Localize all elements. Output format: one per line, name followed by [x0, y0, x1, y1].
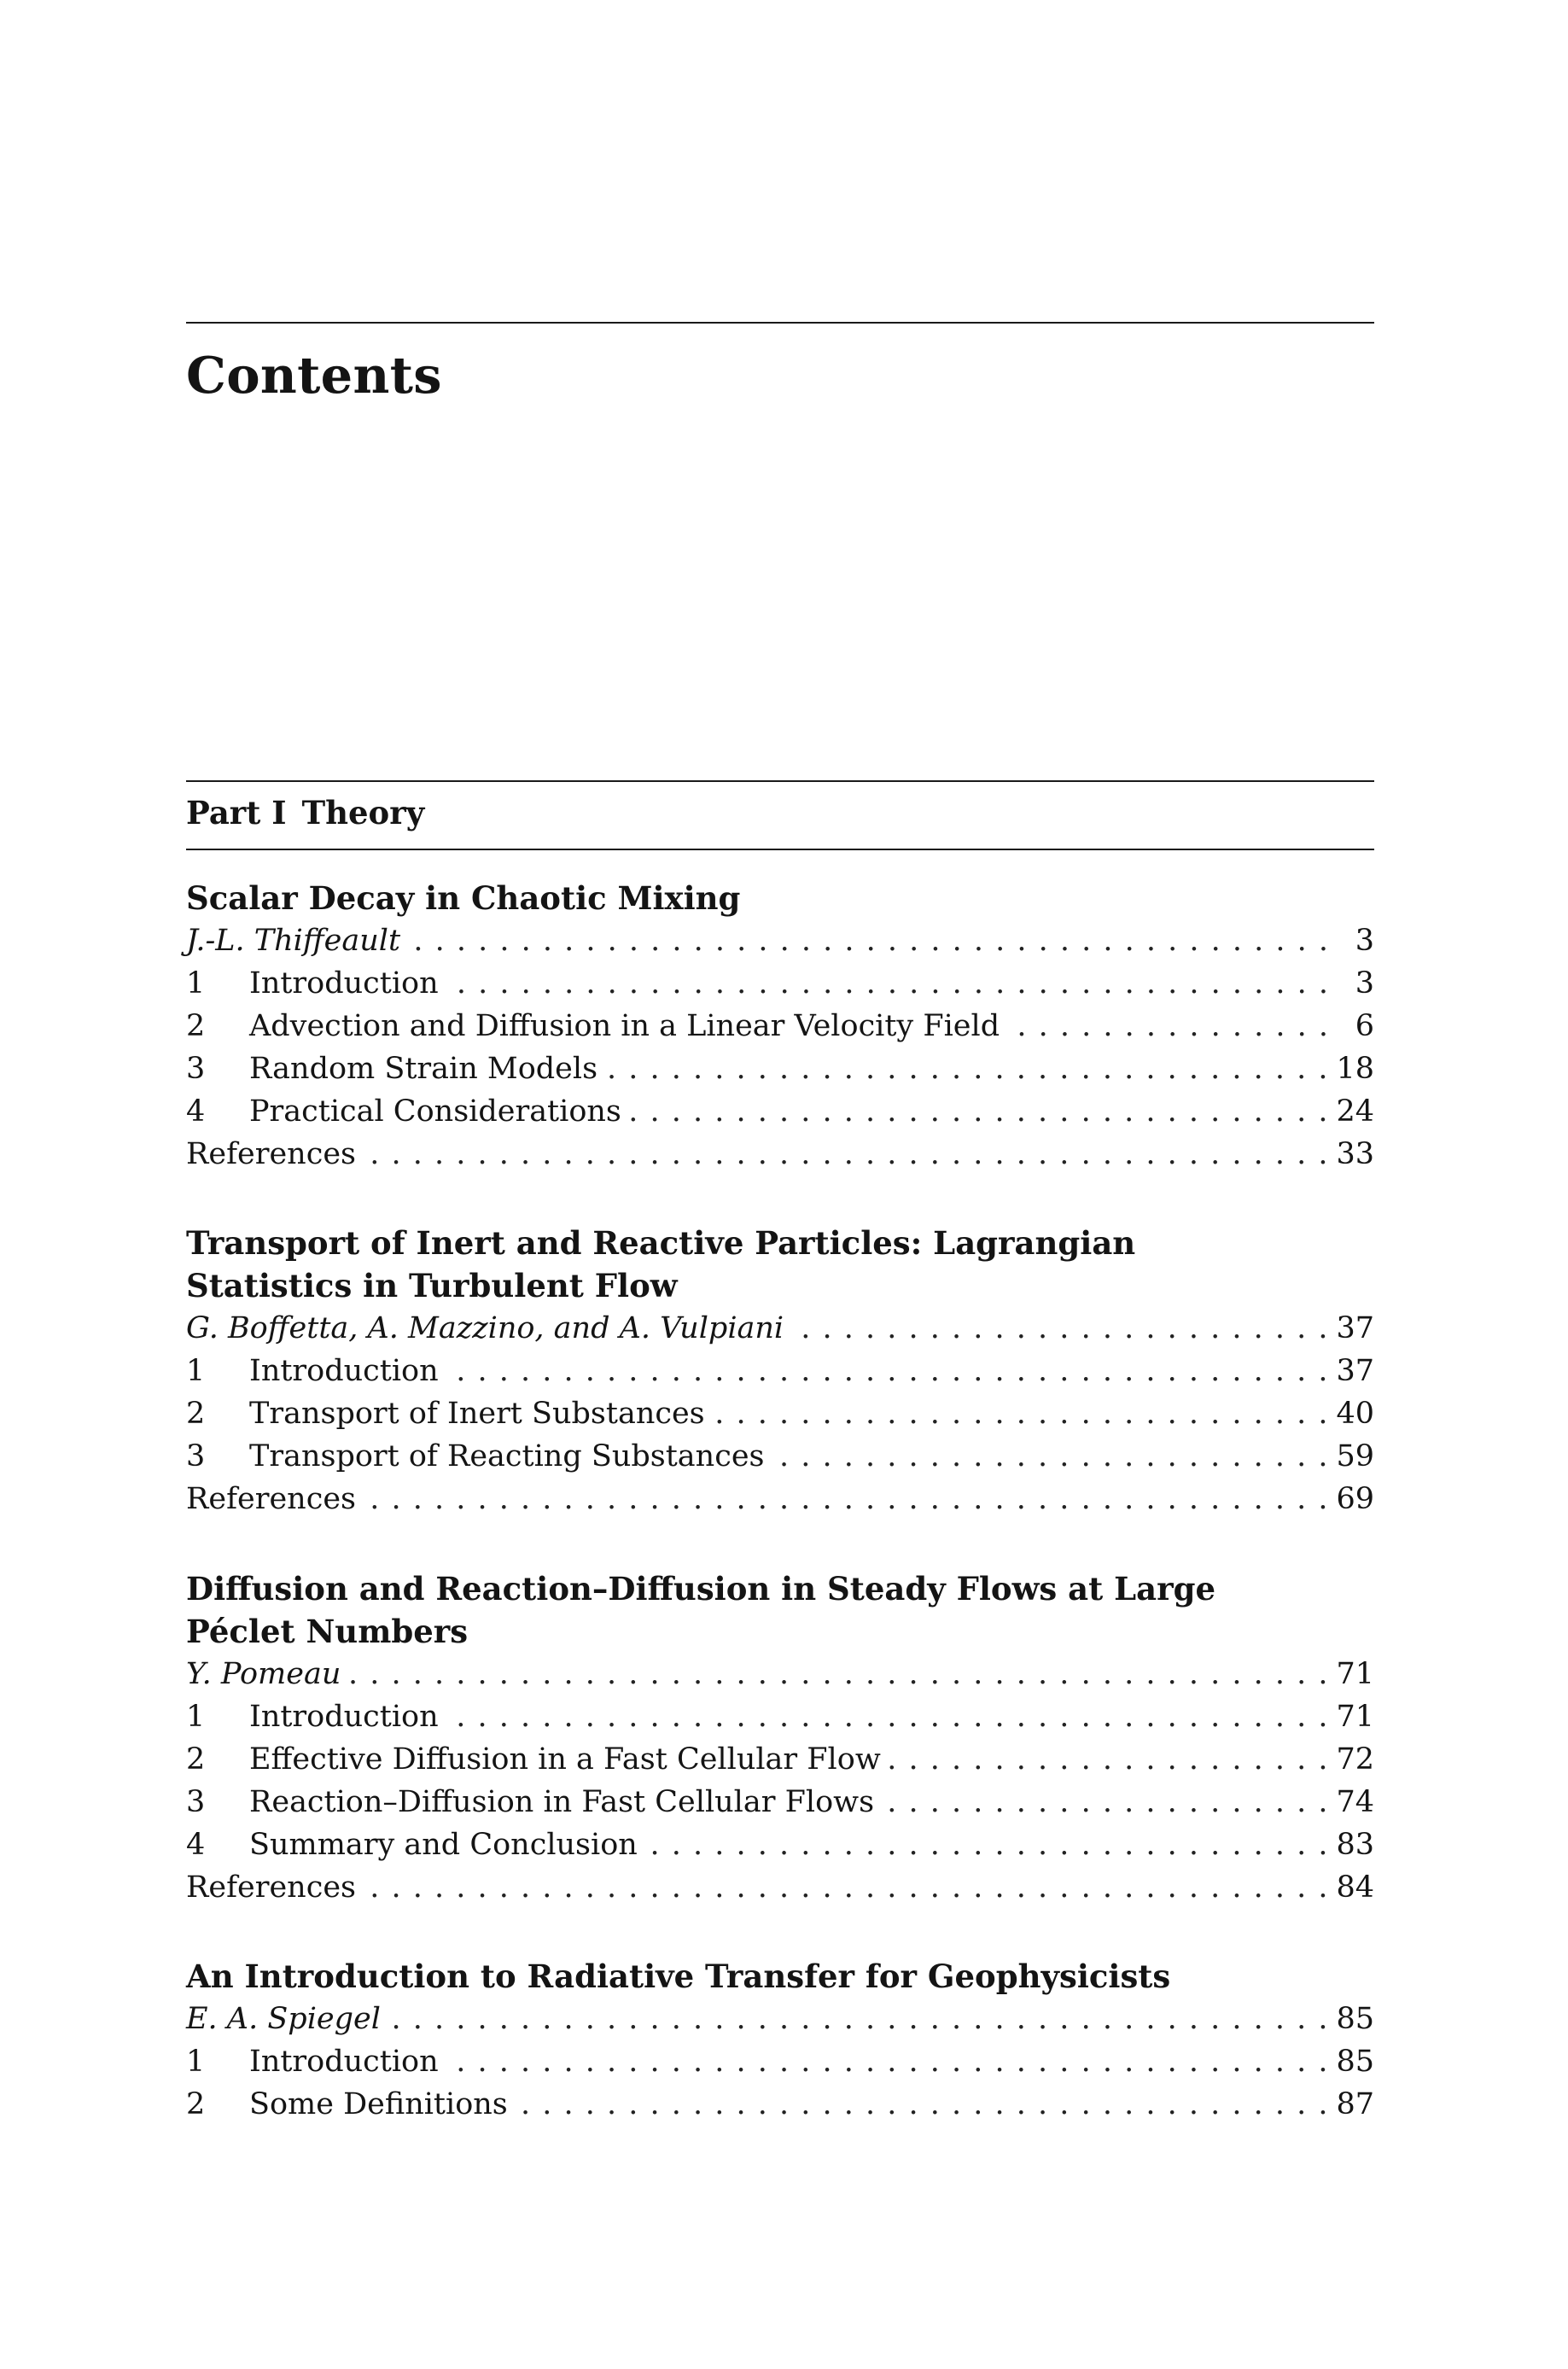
page-number: 59 [1336, 1439, 1374, 1473]
part-heading [186, 791, 424, 834]
chapter-author: G. Boffetta, A. Mazzino, and A. Vulpiani [186, 1311, 784, 1345]
author-row[interactable] [186, 1307, 1374, 1350]
dot-leader [444, 962, 1328, 1005]
part-top-rule [186, 780, 1374, 782]
section-title: Transport of Inert Substances [249, 1397, 705, 1431]
page-number: 33 [1336, 1137, 1374, 1171]
dot-leader [361, 1866, 1327, 1909]
dot-leader [361, 1133, 1327, 1176]
author-row[interactable] [186, 919, 1374, 962]
chapter-author: J.-L. Thiffeault [186, 924, 401, 958]
page-number: 71 [1336, 1657, 1374, 1691]
section-row[interactable] [186, 1350, 1374, 1392]
dot-leader [710, 1392, 1328, 1435]
dot-leader [346, 1653, 1327, 1695]
page-number: 37 [1336, 1311, 1374, 1345]
chapter-author: Y. Pomeau [186, 1657, 341, 1691]
section-number: 2 [186, 1397, 206, 1431]
author-row[interactable] [186, 1998, 1374, 2040]
section-row[interactable] [186, 1005, 1374, 1047]
section-row[interactable] [186, 1090, 1374, 1133]
section-row[interactable] [186, 1781, 1374, 1823]
section-title: Introduction [249, 2045, 439, 2079]
dot-leader [770, 1435, 1328, 1478]
references-row[interactable] [186, 1133, 1374, 1176]
chapter-title[interactable]: Diffusion and Reaction–Diffusion in Steady Flows at Large Péclet Numbers [186, 1570, 1215, 1650]
dot-leader [789, 1307, 1327, 1350]
dot-leader [444, 1350, 1328, 1392]
section-row[interactable] [186, 1823, 1374, 1866]
page-number: 83 [1336, 1828, 1374, 1862]
section-row[interactable] [186, 2083, 1374, 2126]
section-title: Introduction [249, 1700, 439, 1734]
part-number: Part I [186, 794, 287, 831]
chapter-entry [186, 1222, 1374, 1520]
section-number: 1 [186, 966, 206, 1001]
section-number: 1 [186, 1354, 206, 1388]
dot-leader [405, 919, 1328, 962]
page-number: 3 [1355, 966, 1374, 1001]
page-number: 69 [1336, 1482, 1374, 1516]
dot-leader [879, 1781, 1327, 1823]
dot-leader [386, 1998, 1328, 2040]
section-title: Summary and Conclusion [249, 1828, 638, 1862]
section-row[interactable] [186, 1435, 1374, 1478]
section-title: Practical Considerations [249, 1094, 621, 1129]
section-title: Some Definitions [249, 2087, 508, 2121]
page-title: Contents [186, 346, 442, 405]
page-number: 87 [1336, 2087, 1374, 2121]
page-number: 72 [1336, 1742, 1374, 1777]
section-number: 2 [186, 2087, 206, 2121]
top-rule [186, 322, 1374, 324]
section-title: Random Strain Models [249, 1052, 598, 1086]
section-number: 1 [186, 2045, 206, 2079]
dot-leader [603, 1047, 1327, 1090]
section-title: Advection and Diffusion in a Linear Velocity Field [249, 1009, 1000, 1043]
page-number: 18 [1336, 1052, 1374, 1086]
page-number: 40 [1336, 1397, 1374, 1431]
dot-leader [643, 1823, 1328, 1866]
dot-leader [444, 2040, 1328, 2083]
author-row[interactable] [186, 1653, 1374, 1695]
references-label: References [186, 1137, 356, 1171]
references-row[interactable] [186, 1866, 1374, 1909]
dot-leader [1005, 1005, 1328, 1047]
section-number: 3 [186, 1785, 206, 1819]
page-number: 74 [1336, 1785, 1374, 1819]
section-title: Introduction [249, 966, 439, 1001]
section-title: Transport of Reacting Substances [249, 1439, 765, 1473]
chapter-title[interactable]: Transport of Inert and Reactive Particles: Lagrangian Statistics in Turbulent Flow [186, 1224, 1136, 1304]
dot-leader [444, 1695, 1328, 1738]
section-row[interactable] [186, 1695, 1374, 1738]
section-title: Reaction–Diffusion in Fast Cellular Flows [249, 1785, 875, 1819]
section-number: 4 [186, 1828, 206, 1862]
references-row[interactable] [186, 1478, 1374, 1520]
section-number: 3 [186, 1052, 206, 1086]
references-label: References [186, 1482, 356, 1516]
section-number: 2 [186, 1009, 206, 1043]
dot-leader [886, 1738, 1328, 1781]
references-label: References [186, 1870, 356, 1905]
section-title: Effective Diffusion in a Fast Cellular Flow [249, 1742, 881, 1777]
page-number: 71 [1336, 1700, 1374, 1734]
section-number: 3 [186, 1439, 206, 1473]
section-title: Introduction [249, 1354, 439, 1388]
section-row[interactable] [186, 1392, 1374, 1435]
chapter-author: E. A. Spiegel [186, 2002, 381, 2036]
section-number: 1 [186, 1700, 206, 1734]
section-row[interactable] [186, 962, 1374, 1005]
page-number: 85 [1336, 2002, 1374, 2036]
dot-leader [627, 1090, 1328, 1133]
chapter-title[interactable]: An Introduction to Radiative Transfer for Geophysicists [186, 1958, 1171, 1995]
part-bottom-rule [186, 849, 1374, 850]
page-number: 24 [1336, 1094, 1374, 1129]
section-number: 4 [186, 1094, 206, 1129]
page-number: 84 [1336, 1870, 1374, 1905]
chapter-title[interactable]: Scalar Decay in Chaotic Mixing [186, 879, 741, 917]
section-row[interactable] [186, 1738, 1374, 1781]
chapter-entry [186, 1567, 1374, 1909]
page-number: 3 [1355, 924, 1374, 958]
section-row[interactable] [186, 2040, 1374, 2083]
dot-leader [361, 1478, 1327, 1520]
section-number: 2 [186, 1742, 206, 1777]
chapter-entry [186, 1955, 1374, 2126]
part-title: Theory [301, 794, 425, 831]
chapter-entry [186, 877, 1374, 1176]
section-row[interactable] [186, 1047, 1374, 1090]
page-number: 85 [1336, 2045, 1374, 2079]
page-number: 37 [1336, 1354, 1374, 1388]
dot-leader [513, 2083, 1328, 2126]
page-number: 6 [1355, 1009, 1374, 1043]
